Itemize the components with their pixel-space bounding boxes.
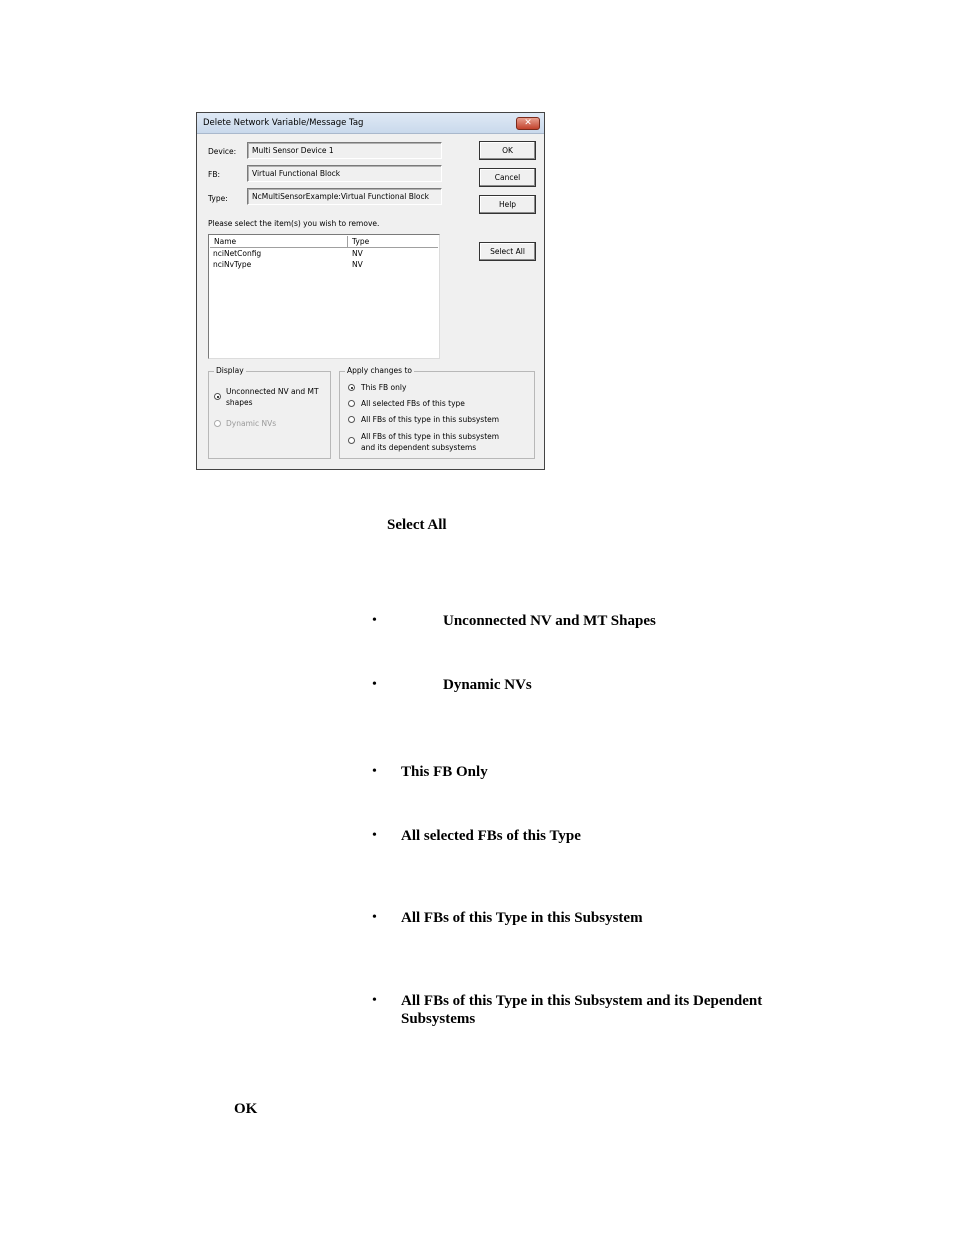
- bullet-text: All selected FBs of this Type: [401, 828, 581, 844]
- radio-this-fb-only[interactable]: [348, 384, 355, 391]
- column-header-type[interactable]: Type: [352, 237, 370, 246]
- device-label: Device:: [208, 147, 237, 156]
- cancel-button[interactable]: Cancel: [479, 168, 536, 187]
- dialog-titlebar: [197, 113, 544, 134]
- close-icon[interactable]: ✕: [516, 117, 540, 130]
- bullet-glyph: •: [372, 910, 377, 925]
- select-all-heading: Select All: [387, 517, 447, 533]
- option-label: and its dependent subsystems: [361, 443, 477, 452]
- list-item[interactable]: [210, 260, 438, 271]
- radio-all-fbs-subsystem[interactable]: [348, 416, 355, 423]
- option-label: shapes: [226, 398, 253, 407]
- list-item-type: NV: [352, 249, 363, 258]
- option-label: All FBs of this type in this subsystem: [361, 415, 500, 424]
- radio-unconnected-nv-mt[interactable]: [214, 393, 221, 400]
- help-button[interactable]: Help: [479, 195, 536, 214]
- items-listbox[interactable]: [208, 234, 440, 359]
- bullet-text: This FB Only: [401, 764, 488, 780]
- bullet-text-continued: Subsystems: [401, 1011, 476, 1027]
- list-item-name: nciNvType: [213, 260, 252, 269]
- option-label: Unconnected NV and MT: [226, 387, 319, 396]
- fb-field: Virtual Functional Block: [247, 165, 442, 182]
- list-item[interactable]: [210, 249, 438, 260]
- display-group-title: Display: [216, 366, 244, 375]
- type-label: Type:: [208, 194, 228, 203]
- display-group: [208, 366, 331, 459]
- dialog-title: Delete Network Variable/Message Tag: [203, 118, 364, 128]
- bullet-text: Dynamic NVs: [443, 677, 532, 693]
- radio-dynamic-nvs[interactable]: [214, 420, 221, 427]
- device-field: Multi Sensor Device 1: [247, 142, 442, 159]
- radio-all-selected-fbs[interactable]: [348, 400, 355, 407]
- list-item-type: NV: [352, 260, 363, 269]
- bullet-text: All FBs of this Type in this Subsystem and its Dependent: [401, 993, 763, 1009]
- bullet-glyph: •: [372, 613, 377, 628]
- bullet-glyph: •: [372, 764, 377, 779]
- type-field: NcMultiSensorExample:Virtual Functional Block: [247, 188, 442, 205]
- option-label: All FBs of this type in this subsystem: [361, 432, 500, 441]
- list-header: [210, 236, 438, 248]
- delete-nv-dialog: [196, 112, 545, 470]
- fb-label: FB:: [208, 170, 220, 179]
- bullet-glyph: •: [372, 677, 377, 692]
- option-label: All selected FBs of this type: [361, 399, 465, 408]
- apply-changes-group: [339, 366, 535, 459]
- bullet-text: Unconnected NV and MT Shapes: [443, 613, 656, 629]
- bullet-glyph: •: [372, 828, 377, 843]
- ok-button[interactable]: OK: [479, 141, 536, 160]
- column-header-name[interactable]: Name: [214, 237, 237, 246]
- bullet-text: All FBs of this Type in this Subsystem: [401, 910, 643, 926]
- option-label: This FB only: [361, 383, 407, 392]
- list-item-name: nciNetConfig: [213, 249, 262, 258]
- bullet-glyph: •: [372, 993, 377, 1008]
- select-all-button[interactable]: Select All: [479, 242, 536, 261]
- radio-all-fbs-dependent[interactable]: [348, 437, 355, 444]
- column-divider[interactable]: [347, 236, 348, 247]
- option-label: Dynamic NVs: [226, 419, 277, 428]
- apply-group-title: Apply changes to: [347, 366, 412, 375]
- ok-heading: OK: [234, 1101, 258, 1117]
- instruction-text: Please select the item(s) you wish to remove.: [208, 219, 380, 228]
